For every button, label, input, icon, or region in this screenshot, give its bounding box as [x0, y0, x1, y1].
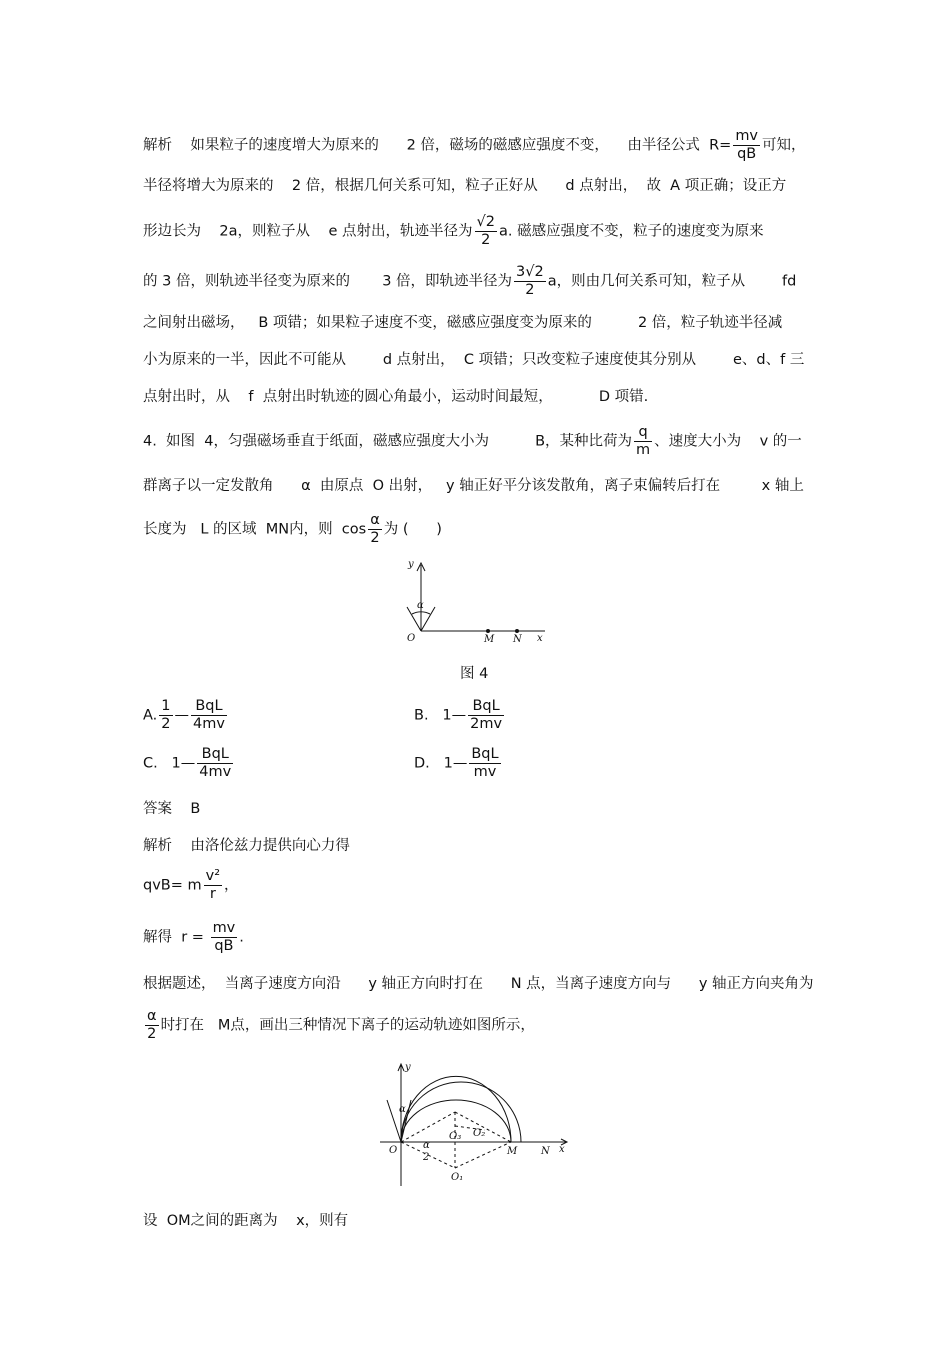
- fig4-label-x: x: [537, 633, 543, 644]
- fig2-dash-O-O3: [401, 1112, 455, 1142]
- fig2-label-half-2: 2: [423, 1152, 430, 1163]
- para1-line5: 之间射出磁场， B 项错；如果粒子速度不变，磁感应强度变为原来的 2 倍，粒子轨迹半径减: [143, 315, 783, 331]
- fig4-point-M: [486, 629, 490, 633]
- final-line: 设 OM之间的距离为 x，则有: [143, 1213, 349, 1229]
- fig4-label-alpha: α: [417, 600, 424, 611]
- figure-4-caption: 图 4: [460, 666, 489, 682]
- fig4-label-M: M: [484, 634, 495, 645]
- q4-line2: 群离子以一定发散角 α 由原点 O 出射， y 轴正好平分该发散角，离子束偏转后打在 x 轴上: [143, 478, 804, 494]
- trajectory-figure: [375, 1060, 575, 1190]
- fig2-label-x: x: [559, 1144, 565, 1155]
- solution-line4: 根据题述， 当离子速度方向沿 y 轴正方向时打在 N 点，当离子速度方向与 y 轴正方向夹角为: [143, 976, 814, 992]
- option-b: B. 1— $\frac{\text{BqL}}{2mv}$: [414, 698, 503, 732]
- solution-line5: $\frac{\alpha}{2}$ 时打在 M点，画出三种情况下离子的运动轨迹如图所示，: [147, 1008, 535, 1042]
- option-a: A. $\frac{1}{2}$ — $\frac{\text{BqL}}{4mv}$: [143, 698, 225, 732]
- solution-line3: 解得 r = $\frac{mv}{qB}$ .: [143, 920, 244, 954]
- option-d: D. 1— $\frac{\text{BqL}}{mv}$: [414, 746, 499, 780]
- fig2-label-alpha: α: [399, 1104, 406, 1115]
- fig2-dash-O1-M: [455, 1142, 511, 1168]
- solution-line2: qvB= m $\frac{\text{v²}}{r}$ ，: [143, 868, 239, 902]
- solution-line1: 解析 由洛伦兹力提供向心力得: [143, 838, 350, 854]
- fig2-label-O: O: [389, 1145, 398, 1156]
- fig2-label-half-alpha: α: [423, 1140, 430, 1151]
- para1-line7: 点射出时，从 f 点射出时轨迹的圆心角最小，运动时间最短， D 项错.: [143, 389, 649, 405]
- figure-4: [395, 555, 555, 650]
- fig4-label-O: O: [407, 633, 416, 644]
- fig4-label-y: y: [408, 559, 414, 570]
- para1-line6: 小为原来的一半，因此不可能从 d 点射出， C 项错；只改变粒子速度使其分别从 e、d、f 三: [143, 352, 805, 368]
- fig2-label-O1: O₁: [451, 1172, 464, 1183]
- fig2-label-M: M: [507, 1146, 518, 1157]
- para1-line1: 解析 如果粒子的速度增大为原来的 2 倍，磁场的磁感应强度不变， 由半径公式 R= $\frac{mv}{qB}$ 可知，: [143, 128, 806, 162]
- fig2-label-y: y: [405, 1062, 411, 1073]
- fig2-label-O2: O₂: [473, 1128, 486, 1139]
- option-c: C. 1— $\frac{\text{BqL}}{4mv}$: [143, 746, 232, 780]
- fig2-label-N: N: [541, 1146, 550, 1157]
- para1-line3: 形边长为 2a，则粒子从 e 点射出，轨迹半径为 $\frac{√2}{2}$ a. 磁感应强度不变，粒子的速度变为原来: [143, 214, 764, 248]
- fig4-point-N: [515, 629, 519, 633]
- para1-line2: 半径将增大为原来的 2 倍，根据几何关系可知，粒子正好从 d 点射出， 故 A 项正确；设正方: [143, 178, 787, 194]
- fig2-label-O3: O₃: [449, 1131, 462, 1142]
- fig4-label-N: N: [513, 634, 522, 645]
- answer-line: 答案 B: [143, 801, 201, 817]
- q4-line1: 4. 如图 4，匀强磁场垂直于纸面，磁感应强度大小为 B，某种比荷为 $\frac{q}{m}$ 、速度大小为 v 的一: [143, 424, 802, 458]
- para1-line4: 的 3 倍，则轨迹半径变为原来的 3 倍，即轨迹半径为 $\frac{3√2}{2}$ a，则由几何关系可知，粒子从 fd: [143, 264, 797, 298]
- q4-line3: 长度为 L 的区域 MN内，则 cos $\frac{\alpha}{2}$ 为 ( ): [143, 512, 442, 546]
